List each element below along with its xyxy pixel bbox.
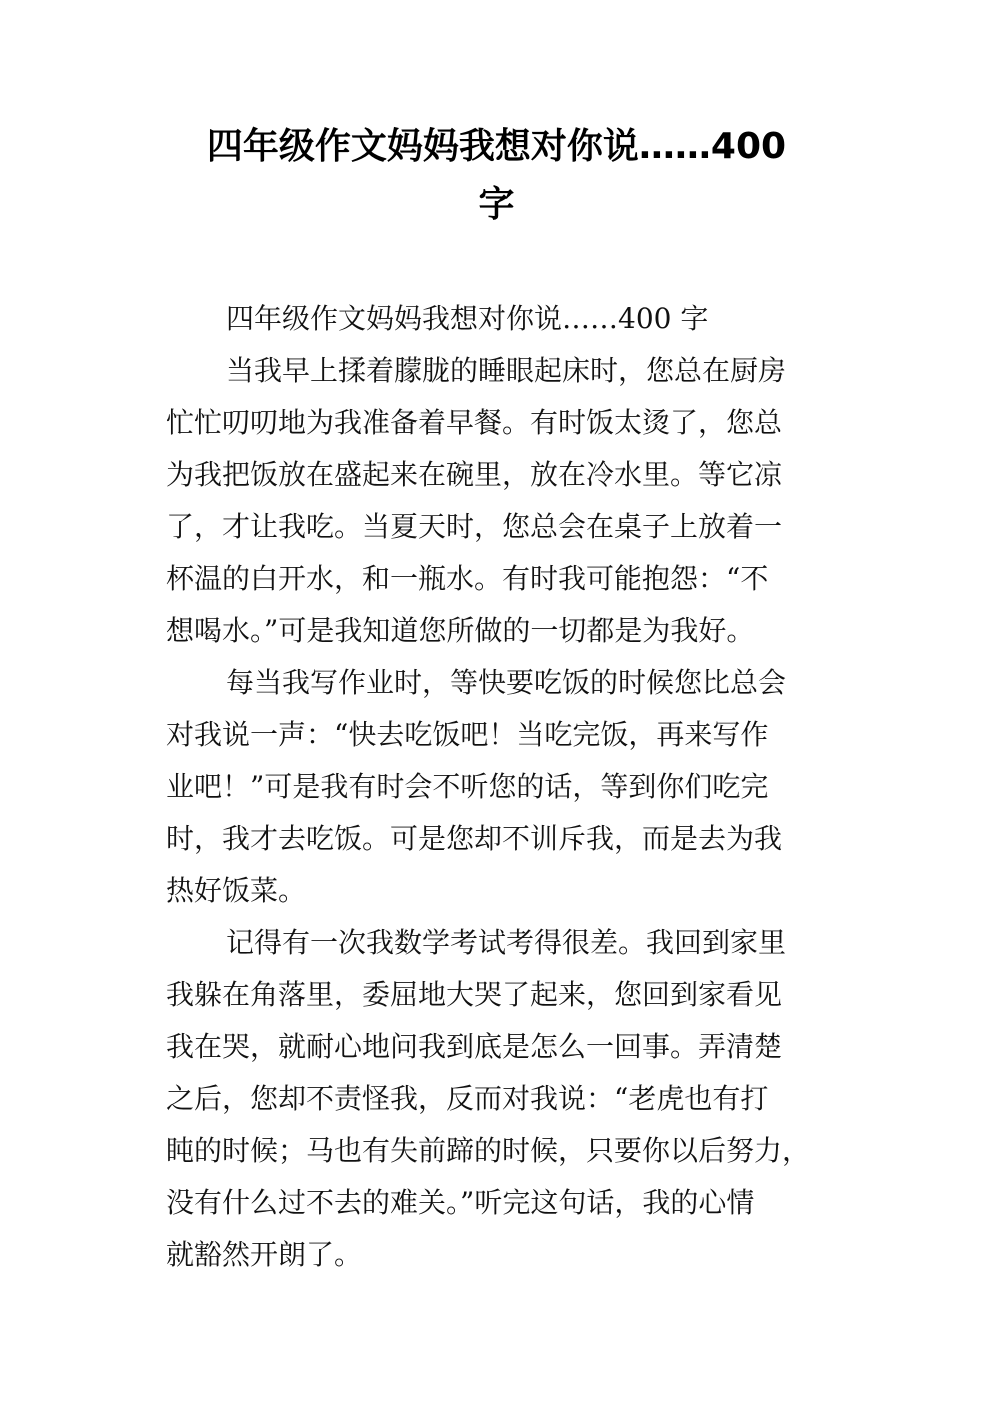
paragraph-line: 热好饭菜。: [166, 874, 307, 907]
title-line: 字: [478, 184, 515, 225]
paragraph-line: 忙忙叨叨地为我准备着早餐。有时饭太烫了，您总: [166, 406, 783, 439]
paragraph-line: 没有什么过不去的难关。”听完这句话，我的心情: [166, 1186, 755, 1219]
paragraph-line: 想喝水。”可是我知道您所做的一切都是为我好。: [166, 614, 755, 647]
document-title: [150, 118, 843, 234]
paragraph-line: 记得有一次我数学考试考得很差。我回到家里: [226, 926, 787, 959]
paragraph-line: 当我早上揉着朦胧的睡眼起床时，您总在厨房: [226, 354, 787, 387]
paragraph-line: 了，才让我吃。当夏天时，您总会在桌子上放着一: [166, 510, 783, 543]
essay-subtitle-line: 四年级作文妈妈我想对你说……400 字: [226, 302, 709, 335]
paragraph-line: 我躲在角落里，委屈地大哭了起来，您回到家看见: [166, 978, 783, 1011]
paragraph-line: 杯温的白开水，和一瓶水。有时我可能抱怨：“不: [166, 562, 769, 595]
paragraph-line: 盹的时候；马也有失前蹄的时候，只要你以后努力，: [166, 1134, 811, 1167]
paragraph-line: 就豁然开朗了。: [166, 1238, 363, 1271]
paragraph-line: 为我把饭放在盛起来在碗里，放在冷水里。等它凉: [166, 458, 783, 491]
paragraph-line: 之后，您却不责怪我，反而对我说：“老虎也有打: [166, 1082, 769, 1115]
essay-body: [166, 293, 846, 1281]
title-line: 四年级作文妈妈我想对你说……400: [206, 126, 787, 167]
paragraph-line: 我在哭，就耐心地问我到底是怎么一回事。弄清楚: [166, 1030, 783, 1063]
paragraph-line: 每当我写作业时，等快要吃饭的时候您比总会: [226, 666, 787, 699]
paragraph-line: 时，我才去吃饭。可是您却不训斥我，而是去为我: [166, 822, 783, 855]
paragraph-line: 对我说一声：“快去吃饭吧！当吃完饭，再来写作: [166, 718, 769, 751]
paragraph-line: 业吧！”可是我有时会不听您的话，等到你们吃完: [166, 770, 769, 803]
